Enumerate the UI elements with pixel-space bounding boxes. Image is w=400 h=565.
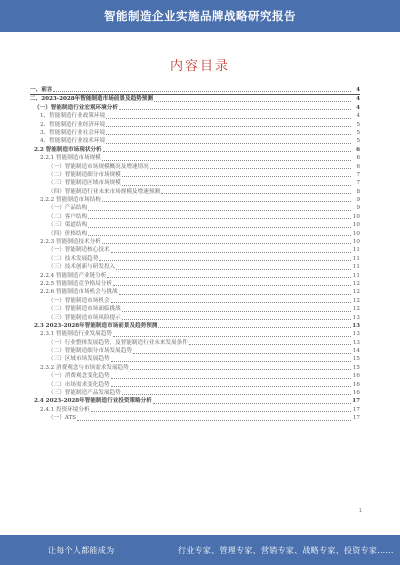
toc-leader-dots xyxy=(53,91,351,92)
toc-entry-page: 11 xyxy=(352,255,360,262)
toc-entry-page: 7 xyxy=(356,180,360,187)
page-header xyxy=(0,0,400,32)
toc-entry[interactable] xyxy=(30,179,360,187)
toc-leader-dots xyxy=(111,302,351,303)
toc-entry-page: 13 xyxy=(352,322,360,329)
toc-entry[interactable] xyxy=(30,121,360,129)
toc-entry-text: 2.2.2 智能制造市场结构 xyxy=(40,197,101,204)
toc-entry-text: （四）智能制造行业未来市场规模及增速预测 xyxy=(48,188,160,195)
toc-entry-page: 14 xyxy=(352,348,360,355)
toc-leader-dots xyxy=(102,160,351,161)
toc-entry[interactable] xyxy=(30,112,360,120)
toc-leader-dots xyxy=(153,403,351,404)
toc-entry-text: （二）客户结构 xyxy=(48,213,88,220)
toc-leader-dots xyxy=(154,101,351,102)
toc-entry-text: （三）智能制造区域市场规模 xyxy=(48,180,121,187)
toc-entry-text: 2.3 2023-2028年智能制造市场前景及趋势预测 xyxy=(34,322,158,329)
toc-entry-page: 12 xyxy=(352,306,360,313)
toc-entry-text: 2.4 2023-2028年智能制造行业投资策略分析 xyxy=(34,398,152,405)
toc-entry-text: 1、智能制造行业政策环境 xyxy=(40,113,106,120)
toc-entry[interactable] xyxy=(30,146,360,154)
toc-leader-dots xyxy=(107,277,351,278)
page-number: 1 xyxy=(358,508,362,514)
toc-entry-page: 9 xyxy=(356,205,360,212)
toc-entry-text: （一）ATS xyxy=(48,415,77,422)
toc-entry[interactable] xyxy=(30,213,360,221)
toc-leader-dots xyxy=(113,336,351,337)
toc-entry-page: 13 xyxy=(352,314,360,321)
toc-entry-page: 15 xyxy=(352,364,360,371)
toc-entry-text: （二）市场需求变化趋势 xyxy=(48,381,110,388)
toc-entry[interactable] xyxy=(30,339,360,347)
toc-entry-text: （三）智能制造市场风险提示 xyxy=(48,314,121,321)
toc-entry[interactable] xyxy=(30,347,360,355)
toc-leader-dots xyxy=(158,327,351,328)
toc-leader-dots xyxy=(106,134,351,135)
toc-entry-page: 16 xyxy=(352,390,360,397)
toc-entry-page: 10 xyxy=(352,239,360,246)
toc-leader-dots xyxy=(133,353,351,354)
toc-leader-dots xyxy=(88,218,351,219)
toc-entry-page: 13 xyxy=(352,331,360,338)
toc-entry-text: 2.2.3 智能制造技术分析 xyxy=(40,239,101,246)
toc-entry-text: 3、智能制造行业社会环境 xyxy=(40,129,106,136)
toc-entry[interactable] xyxy=(30,86,360,94)
toc-entry[interactable] xyxy=(30,171,360,179)
toc-entry[interactable] xyxy=(30,104,360,112)
toc-entry-text: 2.2.4 智能制造产业链分析 xyxy=(40,272,107,279)
toc-entry[interactable] xyxy=(30,230,360,238)
toc-leader-dots xyxy=(122,185,351,186)
toc-entry-page: 12 xyxy=(352,289,360,296)
toc-leader-dots xyxy=(77,420,351,421)
toc-entry[interactable] xyxy=(30,238,360,246)
toc-entry-text: 一、前言 xyxy=(30,86,53,93)
toc-entry-page: 17 xyxy=(352,406,360,413)
toc-leader-dots xyxy=(161,193,351,194)
toc-entry-text: 2.2.1 智能制造市场规模 xyxy=(40,155,101,162)
toc-entry-page: 11 xyxy=(352,272,360,279)
toc-entry[interactable] xyxy=(30,322,360,330)
toc-entry-page: 16 xyxy=(352,373,360,380)
toc-entry-page: 6 xyxy=(356,146,360,153)
toc-leader-dots xyxy=(106,126,351,127)
toc-leader-dots xyxy=(103,151,351,152)
toc-leader-dots xyxy=(122,176,351,177)
toc-entry-page: 7 xyxy=(356,171,360,178)
toc-entry[interactable] xyxy=(30,163,360,171)
toc-entry-page: 16 xyxy=(352,381,360,388)
toc-entry[interactable] xyxy=(30,297,360,305)
toc-entry[interactable] xyxy=(30,305,360,313)
toc-entry-text: （一）智能制造行业宏观环境分析 xyxy=(34,104,118,111)
toc-entry-page: 5 xyxy=(356,138,360,145)
toc-entry-page: 4 xyxy=(356,104,360,111)
toc-leader-dots xyxy=(130,369,351,370)
toc-entry-text: （二）智能制造细分市场规模 xyxy=(48,171,121,178)
toc-entry[interactable] xyxy=(30,406,360,414)
toc-entry[interactable] xyxy=(30,129,360,137)
toc-entry-page: 6 xyxy=(356,155,360,162)
toc-entry-page: 4 xyxy=(356,96,360,103)
toc-entry-page: 5 xyxy=(356,121,360,128)
report-title: 智能制造企业实施品牌战略研究报告 xyxy=(104,9,296,23)
toc-entry-page: 13 xyxy=(352,339,360,346)
toc-entry[interactable] xyxy=(30,414,360,422)
toc-entry-text: （一）消费观念变化趋势 xyxy=(48,373,110,380)
toc-entry-page: 17 xyxy=(352,398,360,405)
table-of-contents xyxy=(30,86,360,423)
toc-entry[interactable] xyxy=(30,255,360,263)
toc-entry-text: 2.4.1 投资环境分析 xyxy=(40,406,90,413)
footer-slogan-left: 让每个人都能成为 xyxy=(48,545,115,555)
toc-leader-dots xyxy=(111,386,351,387)
toc-entry-text: 2.2.5 智能制造竞争格局分析 xyxy=(40,280,112,287)
toc-entry[interactable] xyxy=(30,196,360,204)
toc-entry-text: （二）智能制造市场面临挑战 xyxy=(48,306,121,313)
toc-entry-page: 15 xyxy=(352,356,360,363)
toc-entry[interactable] xyxy=(30,263,360,271)
toc-entry-text: （一）智能制造市场规模概况及增速情况 xyxy=(48,163,149,170)
toc-leader-dots xyxy=(113,285,351,286)
toc-entry-text: （四）价格结构 xyxy=(48,230,88,237)
toc-entry-page: 11 xyxy=(352,247,360,254)
toc-leader-dots xyxy=(106,143,351,144)
toc-entry[interactable] xyxy=(30,397,360,405)
page-footer xyxy=(0,535,400,565)
toc-leader-dots xyxy=(106,118,351,119)
toc-entry-text: （二）技术发展趋势 xyxy=(48,255,99,262)
toc-entry-page: 12 xyxy=(352,297,360,304)
toc-entry-page: 8 xyxy=(356,188,360,195)
toc-entry-text: 2、智能制造行业经济环境 xyxy=(40,121,106,128)
toc-entry-page: 17 xyxy=(352,415,360,422)
toc-leader-dots xyxy=(91,411,351,412)
toc-entry-page: 12 xyxy=(352,280,360,287)
toc-leader-dots xyxy=(116,269,351,270)
toc-entry[interactable] xyxy=(30,94,360,103)
toc-entry[interactable] xyxy=(30,372,360,380)
toc-entry-page: 6 xyxy=(356,163,360,170)
toc-leader-dots xyxy=(119,294,351,295)
toc-entry-text: （一）智能制造市场机会 xyxy=(48,297,110,304)
toc-leader-dots xyxy=(88,210,351,211)
toc-entry[interactable] xyxy=(30,280,360,288)
toc-entry-text: 二、2023-2028年智能制造市场前景及趋势预测 xyxy=(30,96,153,103)
toc-entry[interactable] xyxy=(30,314,360,322)
toc-entry-text: 4、智能制造行业技术环境 xyxy=(40,138,106,145)
toc-leader-dots xyxy=(88,235,351,236)
toc-entry[interactable] xyxy=(30,364,360,372)
toc-entry[interactable] xyxy=(30,288,360,296)
toc-entry[interactable] xyxy=(30,188,360,196)
toc-entry-text: （三）渠道结构 xyxy=(48,222,88,229)
toc-entry[interactable] xyxy=(30,356,360,364)
toc-entry-page: 10 xyxy=(352,213,360,220)
toc-entry[interactable] xyxy=(30,204,360,212)
toc-entry[interactable] xyxy=(30,389,360,397)
toc-leader-dots xyxy=(99,260,351,261)
toc-leader-dots xyxy=(88,227,351,228)
toc-entry[interactable] xyxy=(30,272,360,280)
toc-entry[interactable] xyxy=(30,221,360,229)
toc-leader-dots xyxy=(122,394,351,395)
toc-leader-dots xyxy=(111,378,351,379)
toc-entry-text: （一）智能制造核心技术 xyxy=(48,247,110,254)
toc-entry[interactable] xyxy=(30,246,360,254)
toc-leader-dots xyxy=(102,201,351,202)
toc-leader-dots xyxy=(122,311,351,312)
toc-entry-text: （一）行业整体发展趋势，及智能制造行业未来发展条件 xyxy=(48,339,188,346)
toc-leader-dots xyxy=(189,344,351,345)
toc-entry-text: 2.3.2 消费观念与市场需求发展趋势 xyxy=(40,364,129,371)
toc-leader-dots xyxy=(111,252,351,253)
toc-leader-dots xyxy=(102,243,351,244)
toc-entry-text: 2.3.1 智能制造行业发展趋势 xyxy=(40,331,112,338)
toc-entry-text: （二）智能制造细分市场发展趋势 xyxy=(48,348,132,355)
toc-leader-dots xyxy=(150,168,351,169)
footer-slogan-right: 行业专家、管理专家、营销专家、战略专家、投资专家…… xyxy=(178,545,394,555)
toc-entry-text: （三）技术创新与研发投入 xyxy=(48,264,116,271)
toc-leader-dots xyxy=(119,109,351,110)
toc-entry[interactable] xyxy=(30,381,360,389)
toc-entry-text: （三）区域市场发展趋势 xyxy=(48,356,110,363)
toc-entry[interactable] xyxy=(30,137,360,145)
toc-entry-text: 2.2 智能制造市场现状分析 xyxy=(34,146,102,153)
toc-entry[interactable] xyxy=(30,330,360,338)
toc-entry[interactable] xyxy=(30,154,360,162)
toc-entry-page: 9 xyxy=(356,197,360,204)
toc-entry-page: 5 xyxy=(356,129,360,136)
toc-entry-page: 4 xyxy=(356,86,360,93)
toc-entry-text: 2.2.6 智能制造市场机会与挑战 xyxy=(40,289,118,296)
toc-entry-page: 10 xyxy=(352,222,360,229)
toc-entry-text: （三）智能制造产品发展趋势 xyxy=(48,390,121,397)
toc-title: 内容目录 xyxy=(169,59,230,74)
toc-entry-page: 4 xyxy=(356,113,360,120)
toc-leader-dots xyxy=(111,361,351,362)
toc-entry-text: （一）产品结构 xyxy=(48,205,88,212)
toc-entry-page: 11 xyxy=(352,264,360,271)
toc-entry-page: 10 xyxy=(352,230,360,237)
toc-leader-dots xyxy=(122,319,351,320)
